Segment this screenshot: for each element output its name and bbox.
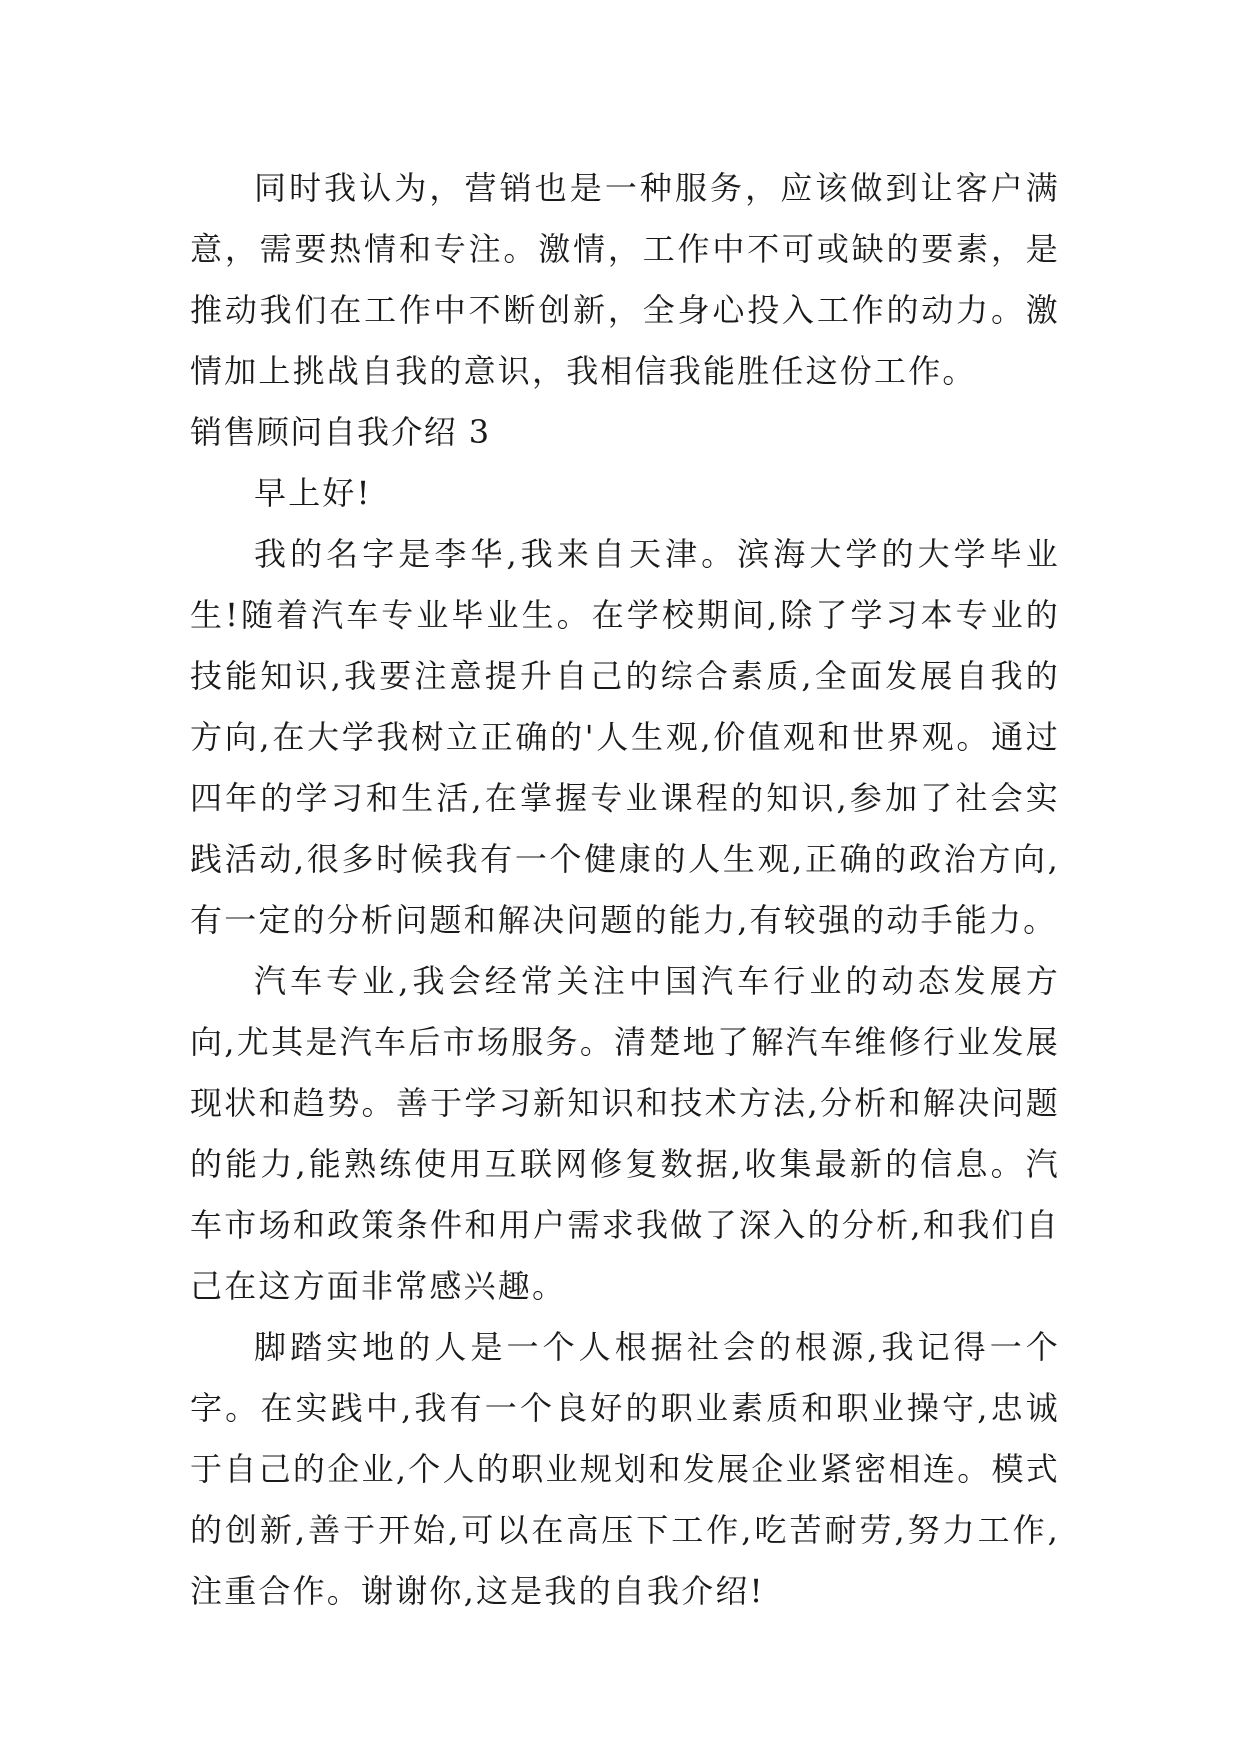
document-body <box>190 158 1060 1622</box>
paragraph-background: 我的名字是李华,我来自天津。滨海大学的大学毕业生!随着汽车专业毕业生。在学校期间,除了学习本专业的技能知识,我要注意提升自己的综合素质,全面发展自我的方向,在大学我树立正确的'人生观,价值观和世界观。通过四年的学习和生活,在掌握专业课程的知识,参加了社会实践活动,很多时候我有一个健康的人生观,正确的政治方向,有一定的分析问题和解决问题的能力,有较强的动手能力。 <box>190 535 1060 939</box>
section-title: 销售顾问自我介绍 3 <box>190 413 491 451</box>
paragraph-conclusion: 脚踏实地的人是一个人根据社会的根源,我记得一个字。在实践中,我有一个良好的职业素质和职业操守,忠诚于自己的企业,个人的职业规划和发展企业紧密相连。模式的创新,善于开始,可以在高压下工作,吃苦耐劳,努力工作,注重合作。谢谢你,这是我的自我介绍! <box>190 1328 1060 1610</box>
paragraph-greeting: 早上好! <box>254 474 372 512</box>
paragraph-marketing-service: 同时我认为，营销也是一种服务，应该做到让客户满意，需要热情和专注。激情，工作中不可或缺的要素，是推动我们在工作中不断创新，全身心投入工作的动力。激情加上挑战自我的意识，我相信我能胜任这份工作。 <box>190 169 1060 390</box>
paragraph-automotive-major: 汽车专业,我会经常关注中国汽车行业的动态发展方向,尤其是汽车后市场服务。清楚地了解汽车维修行业发展现状和趋势。善于学习新知识和技术方法,分析和解决问题的能力,能熟练使用互联网修复数据,收集最新的信息。汽车市场和政策条件和用户需求我做了深入的分析,和我们自己在这方面非常感兴趣。 <box>190 962 1060 1305</box>
